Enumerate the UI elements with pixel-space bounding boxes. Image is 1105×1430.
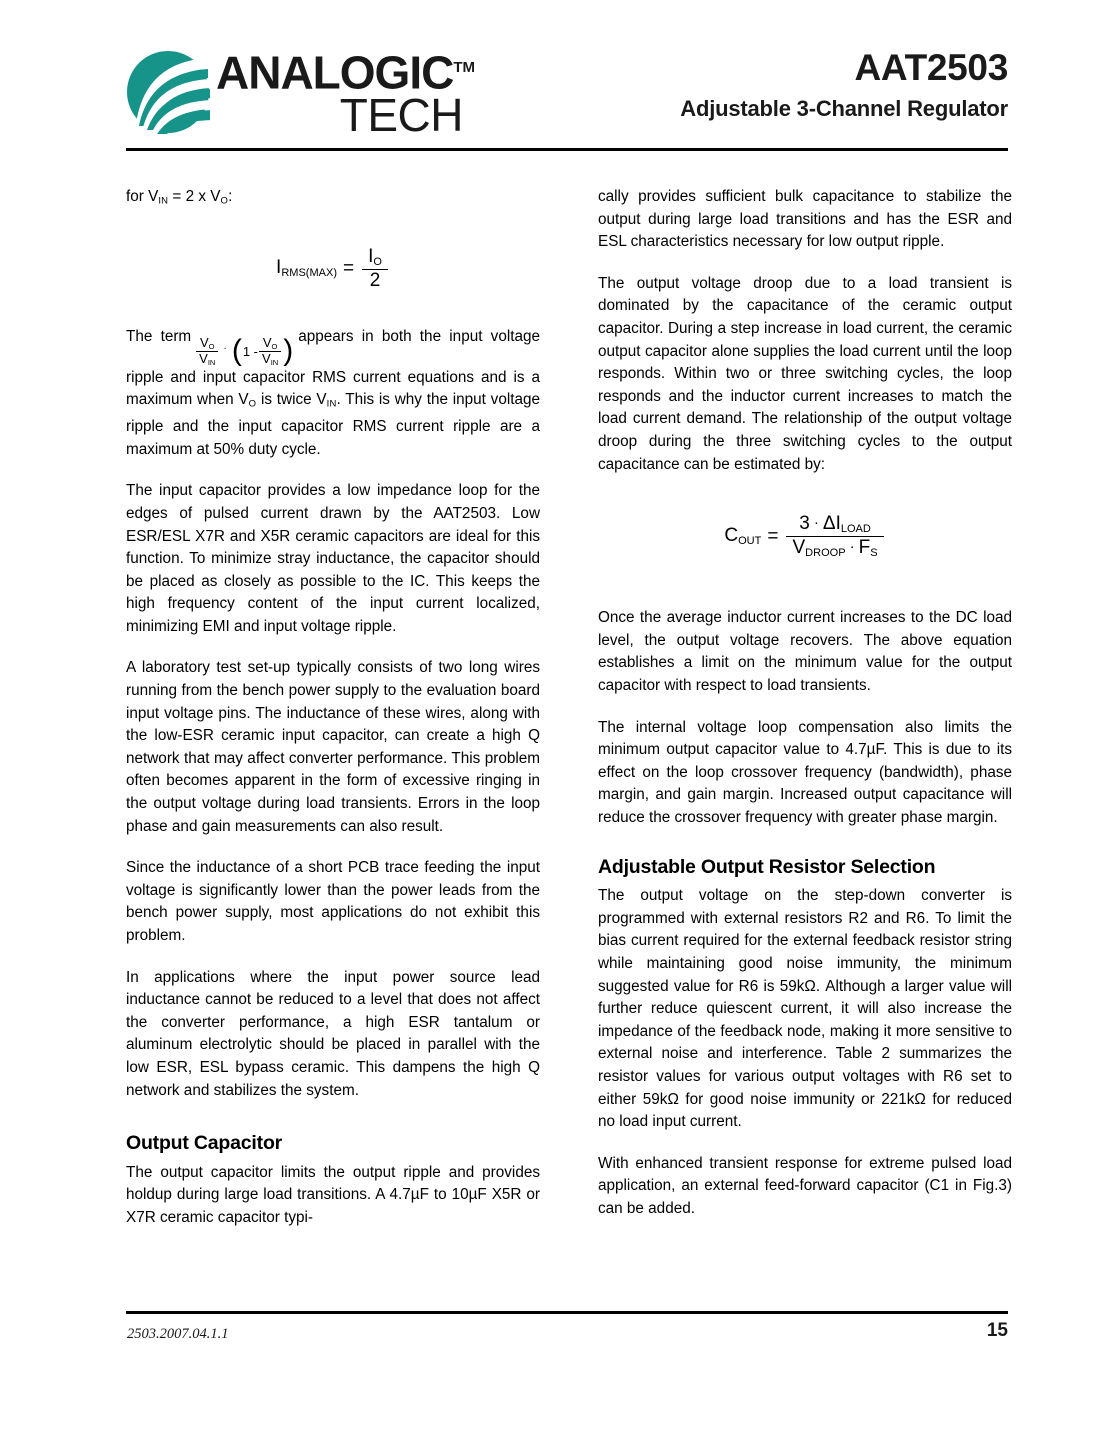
paragraph-loop-compensation: The internal voltage loop compensation also limits the minimum output capacitor value to 4.7µF. This is due to its effect on the loop crossover frequency (bandwidth), phase margin, and gain margin. Increased output capacitance will reduce the crossover frequency with greater phase margin. — [598, 718, 1012, 826]
logo-wordmark — [216, 46, 475, 142]
term-tail-3: . This is why the input voltage ripple and the input capacitor RMS current ripple are a maximum at 50% duty cycle. — [126, 391, 540, 458]
equation-cout-row — [724, 514, 885, 559]
heading-output-capacitor: Output Capacitor — [126, 1132, 283, 1155]
intro-condition-line — [126, 186, 540, 213]
eq2-num-sub: LOAD — [840, 522, 871, 535]
eq1-lhs — [276, 258, 337, 279]
inline-frac-1-den — [196, 352, 218, 366]
eq2-den-sub2: S — [870, 547, 878, 560]
paragraph-input-capacitor: The input capacitor provides a low impedance loop for the edges of pulsed current drawn by the AAT2503. Low ESR/ESL X7R and X5R ceramic capacitors are ideal for this function. To minimize stray inductance, the capacitor should be placed as closely as possible to the IC. This keeps the high frequency content of the input current localized, minimizing EMI and input voltage ripple. — [126, 482, 540, 635]
eq2-num-dot: · — [813, 514, 819, 532]
header-divider — [126, 148, 1008, 151]
inline-frac-1-num-base: V — [200, 335, 209, 351]
right-column — [598, 186, 1012, 1240]
logo-brand-top — [216, 46, 475, 99]
term-tail-sub-1: O — [248, 398, 257, 410]
inline-term-paren-close: ) — [283, 334, 294, 368]
eq1-num-base: I — [368, 245, 374, 267]
header-title-block — [680, 46, 1008, 124]
inline-duty-term — [195, 336, 294, 366]
logo-brand-bottom: TECH — [339, 89, 463, 142]
paragraph-resistor-values: The output voltage on the step-down converter is programmed with external resistors R2 and R6. To limit the bias current required for the external feedback resistor string while maintaining good noise immunity, the minimum suggested value for R6 is 59kΩ. Although a larger value will further reduce quiescent current, it will also increase the impedance of the feedback node, making it more sensitive to external noise and interference. Table 2 summarizes the resistor values for various output voltages with R6 set to either 59kΩ for good noise immunity or 221kΩ for reduced no load input current. — [598, 887, 1012, 1131]
inline-frac-2 — [259, 336, 281, 366]
intro-suffix: : — [228, 188, 233, 205]
left-column — [126, 186, 540, 1230]
paragraph-voltage-droop: The output voltage droop due to a load transient is dominated by the capacitance of the ceramic output capacitor. During a step increase in load current, the ceramic output capacitor alone supplies the load current until the loop responds. Within two or three switching cycles, the loop responds and the inductor current increases to match the load current demand. The relationship of the output voltage droop during the three switching cycles to the output capacitance can be estimated by: — [598, 274, 1012, 473]
company-logo — [126, 44, 475, 142]
eq2-num-a: 3 — [799, 513, 810, 535]
term-tail-sub-2: IN — [326, 398, 337, 410]
inline-frac-1-num-sub: O — [208, 342, 215, 352]
equation-irms-max-row — [276, 247, 390, 290]
eq1-num-sub: O — [373, 255, 382, 268]
inline-term-paren-open: ( — [231, 334, 242, 368]
eq2-den-base2: F — [858, 537, 871, 559]
paragraph-average-inductor-current: Once the average inductor current increases to the DC load level, the output voltage recovers. The above equation establishes a limit on the minimum value for the output capacitor with respect to load transients. — [598, 609, 1012, 695]
eq1-lhs-base: I — [276, 257, 282, 279]
equation-irms-max — [126, 247, 540, 290]
eq1-denominator: 2 — [369, 270, 381, 292]
document-id: 2503.2007.04.1.1 — [127, 1326, 229, 1342]
inline-frac-1 — [196, 336, 218, 366]
paragraph-feed-forward-capacitor: With enhanced transient response for extreme pulsed load application, an external feed-forward capacitor (C1 in Fig.3) can be added. — [598, 1154, 1012, 1217]
logo-brand-top-text: ANALOGIC — [216, 46, 454, 99]
footer-divider — [126, 1311, 1008, 1314]
term-lead: The term — [126, 328, 192, 346]
eq2-den-dot: · — [849, 538, 855, 556]
term-tail-1: appears in both the input voltage ripple and input capacitor RMS current equations and is a maximum when V — [126, 328, 540, 409]
term-tail-2: is twice V — [256, 391, 327, 409]
paragraph-lead-inductance: In applications where the input power source lead inductance cannot be reduced to a level that does not affect the converter performance, a high ESR tantalum or aluminum electrolytic should be placed in parallel with the low ESR, ESL bypass ceramic. This dampens the high Q network and stabilizes the system. — [126, 968, 540, 1099]
part-number: AAT2503 — [854, 47, 1008, 88]
inline-frac-2-den-sub: IN — [270, 358, 279, 368]
inline-frac-1-den-sub: IN — [207, 358, 216, 368]
paragraph-bulk-capacitance: cally provides sufficient bulk capacitance to stabilize the output during large load transitions and has the ESR and ESL characteristics necessary for low output ripple. — [598, 188, 1012, 251]
inline-term-dot: · — [223, 343, 227, 355]
eq2-den-sub: DROOP — [805, 547, 846, 560]
paragraph-pcb-trace: Since the inductance of a short PCB trace feeding the input voltage is significantly lower than the power leads from the bench power supply, most applications do not exhibit this problem. — [126, 859, 540, 945]
heading-resistor-selection: Adjustable Output Resistor Selection — [598, 855, 936, 878]
eq1-equals: = — [343, 258, 355, 280]
page-number: 15 — [986, 1320, 1008, 1341]
eq2-denominator — [786, 537, 883, 559]
inline-frac-2-den — [259, 352, 281, 366]
intro-sub-vin: IN — [158, 195, 169, 207]
paragraph-term-explanation — [126, 326, 540, 461]
eq2-num-delta: ΔI — [822, 513, 841, 535]
equation-cout — [598, 514, 1012, 559]
eq1-fraction — [362, 247, 388, 290]
eq2-equals: = — [767, 526, 779, 548]
eq2-den-base: V — [792, 537, 806, 559]
analogic-tech-logo-icon — [126, 50, 210, 134]
eq1-numerator — [362, 247, 388, 269]
eq2-lhs-sub: OUT — [738, 535, 762, 548]
intro-prefix: for V — [126, 188, 159, 205]
eq2-lhs-base: C — [724, 525, 739, 547]
part-subtitle: Adjustable 3-Channel Regulator — [680, 96, 1008, 121]
eq2-fraction — [786, 514, 883, 559]
eq2-lhs — [724, 526, 761, 547]
inline-frac-2-num — [260, 336, 281, 350]
eq1-lhs-sub: RMS(MAX) — [281, 267, 337, 279]
paragraph-lab-setup: A laboratory test set-up typically consists of two long wires running from the bench power supply to the evaluation board input voltage pins. The inductance of these wires, along with the low-ESR ceramic input capacitor, can create a high Q network that may affect converter performance. This problem often becomes apparent in the form of excessive ringing in the output voltage during load transients. Errors in the loop phase and gain measurements can also result. — [126, 659, 540, 835]
eq2-numerator — [793, 514, 877, 536]
intro-sub-vo: O — [220, 195, 229, 207]
inline-frac-1-num — [197, 336, 218, 350]
inline-frac-1-den-base: V — [199, 351, 208, 367]
inline-frac-2-den-base: V — [262, 351, 271, 367]
page-header — [126, 44, 1008, 144]
paragraph-output-capacitor: The output capacitor limits the output ripple and provides holdup during large load transitions. A 4.7µF to 10µF X5R or X7R ceramic capacitor typi- — [126, 1163, 540, 1226]
inline-frac-2-num-sub: O — [271, 342, 278, 352]
logo-trademark: TM — [453, 59, 475, 76]
inline-frac-2-num-base: V — [262, 335, 272, 351]
intro-mid: = 2 x V — [168, 188, 221, 205]
inline-term-one-minus: 1 - — [242, 343, 259, 359]
